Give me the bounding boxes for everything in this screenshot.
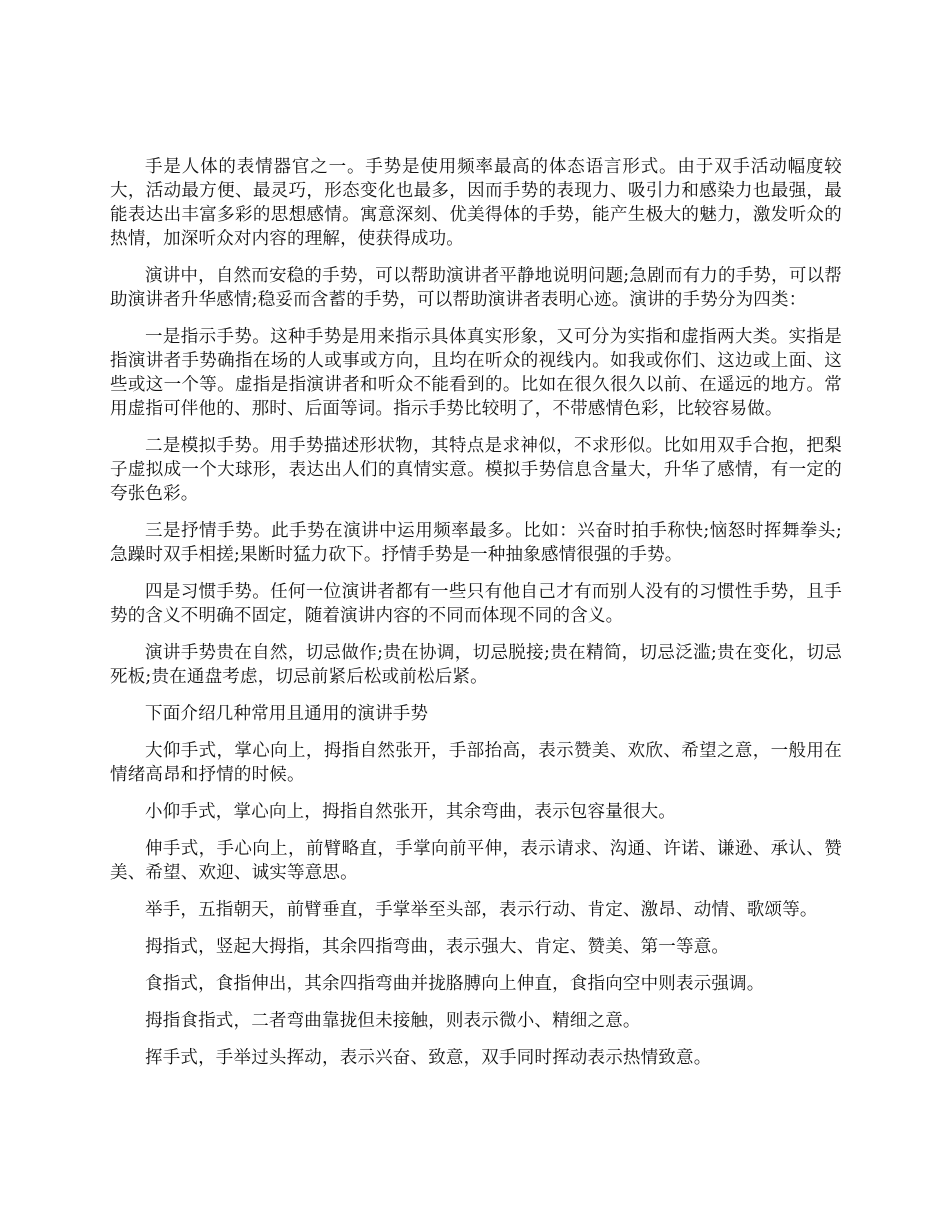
paragraph: 手是人体的表情器官之一。手势是使用频率最高的体态语言形式。由于双手活动幅度较大，活动最方便、最灵巧，形态变化也最多，因而手势的表现力、吸引力和感染力也最强，最能表达出丰富多彩的思想感情。寓意深刻、优美得体的手势，能产生极大的魅力，激发听众的热情，加深听众对内容的理解，使获得成功。	[110, 157, 842, 249]
paragraph: 举手，五指朝天，前臂垂直，手掌举至头部，表示行动、肯定、激昂、动情、歌颂等。	[145, 900, 818, 920]
paragraph: 挥手式，手举过头挥动，表示兴奋、致意，双手同时挥动表示热情致意。	[145, 1048, 712, 1068]
paragraph: 四是习惯手势。任何一位演讲者都有一些只有他自己才有而别人没有的习惯性手势，且手势的含义不明确不固定，随着演讲内容的不同而体现不同的含义。	[110, 582, 842, 626]
paragraph: 大仰手式，掌心向上，拇指自然张开，手部抬高，表示赞美、欢欣、希望之意，一般用在情绪高昂和抒情的时候。	[110, 741, 842, 785]
paragraph: 拇指食指式，二者弯曲靠拢但未接触，则表示微小、精细之意。	[145, 1011, 641, 1031]
paragraph: 食指式，食指伸出，其余四指弯曲并拢胳膊向上伸直，食指向空中则表示强调。	[145, 974, 765, 994]
paragraph: 二是模拟手势。用手势描述形状物，其特点是求神似，不求形似。比如用双手合抱，把梨子虚拟成一个大球形，表达出人们的真情实意。模拟手势信息含量大，升华了感情，有一定的夸张色彩。	[110, 436, 842, 504]
paragraph: 演讲中，自然而安稳的手势，可以帮助演讲者平静地说明问题;急剧而有力的手势，可以帮助演讲者升华感情;稳妥而含蓄的手势，可以帮助演讲者表明心迹。演讲的手势分为四类：	[110, 266, 842, 310]
section-intro: 下面介绍几种常用且通用的演讲手势	[145, 704, 429, 724]
paragraph: 小仰手式，掌心向上，拇指自然张开，其余弯曲，表示包容量很大。	[145, 802, 676, 822]
paragraph: 伸手式，手心向上，前臂略直，手掌向前平伸，表示请求、沟通、许诺、谦逊、承认、赞美、希望、欢迎、诚实等意思。	[110, 839, 842, 883]
paragraph: 演讲手势贵在自然，切忌做作;贵在协调，切忌脱接;贵在精简，切忌泛滥;贵在变化，切忌死板;贵在通盘考虑，切忌前紧后松或前松后紧。	[110, 643, 842, 687]
paragraph: 三是抒情手势。此手势在演讲中运用频率最多。比如：兴奋时拍手称快;恼怒时挥舞拳头;急躁时双手相搓;果断时猛力砍下。抒情手势是一种抽象感情很强的手势。	[110, 521, 842, 565]
paragraph: 一是指示手势。这种手势是用来指示具体真实形象，又可分为实指和虚指两大类。实指是指演讲者手势确指在场的人或事或方向，且均在听众的视线内。如我或你们、这边或上面、这些或这一个等。虚指是指演讲者和听众不能看到的。比如在很久很久以前、在遥远的地方。常用虚指可伴他的、那时、后面等词。指示手势比较明了，不带感情色彩，比较容易做。	[110, 327, 842, 419]
paragraph: 拇指式，竖起大拇指，其余四指弯曲，表示强大、肯定、赞美、第一等意。	[145, 937, 730, 957]
document-body	[110, 155, 842, 1083]
